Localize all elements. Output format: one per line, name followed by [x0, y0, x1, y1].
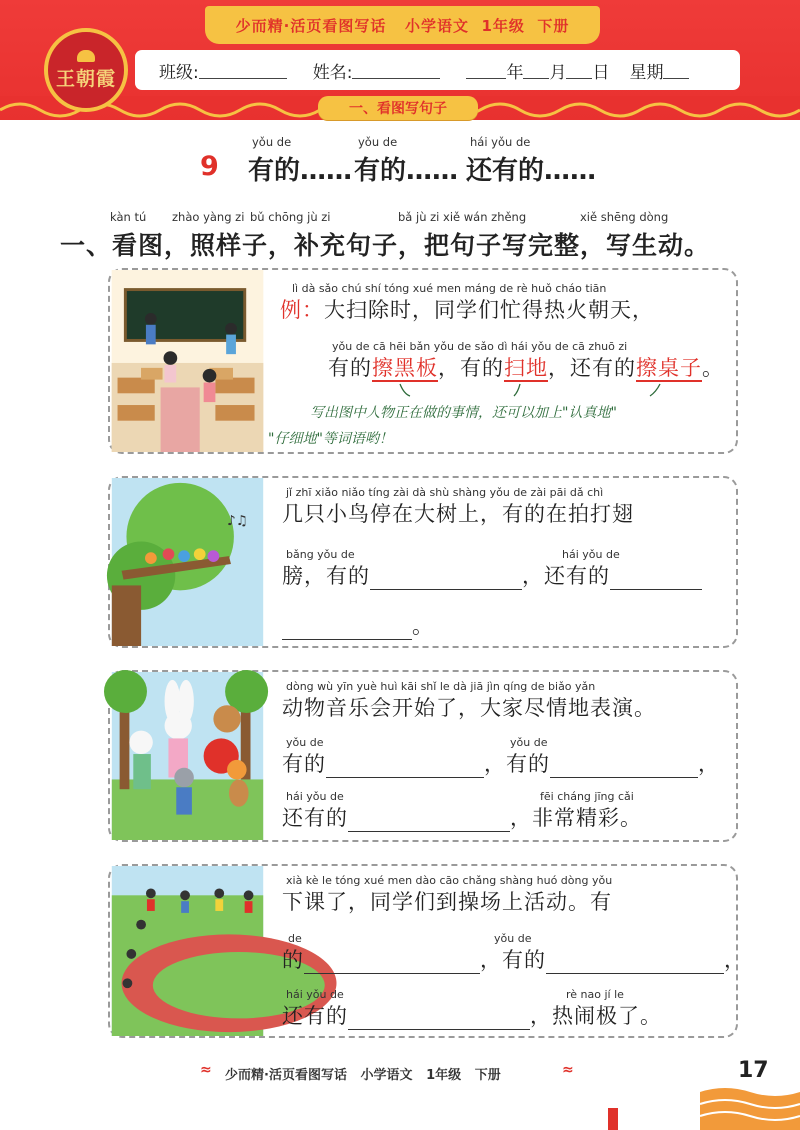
ex3-line3-pinyin-b: rè nao jí le: [566, 988, 624, 1001]
month-field[interactable]: [523, 61, 549, 79]
title-pinyin-3: hái yǒu de: [470, 135, 531, 149]
ex2-line2-pinyin-a: yǒu de: [286, 736, 324, 749]
series-title: 少而精·活页看图写话: [235, 16, 387, 35]
instr-pinyin-1: kàn tú: [110, 210, 147, 224]
bookmark-tab: [608, 1108, 618, 1130]
example-line1: [280, 294, 654, 324]
ex2-text-b: ，有的: [484, 752, 550, 776]
volume: 下册: [537, 16, 570, 35]
ex1-line2-pinyin-b: hái yǒu de: [562, 548, 620, 561]
ex3-line2: [282, 944, 746, 974]
ex3-blank-3[interactable]: [348, 1010, 530, 1030]
ex3-text-a: 的: [282, 948, 304, 972]
ex2-line2: [282, 748, 720, 778]
animal-concert-illustration: [110, 672, 265, 840]
ex3-text-c: 还有的: [282, 1004, 348, 1028]
section-banner: 一、看图写句子: [318, 96, 478, 120]
year-field[interactable]: [466, 61, 506, 79]
ex3-line2-pinyin-a: de: [288, 932, 302, 945]
ex-part-2: ，有的: [438, 356, 504, 380]
ex1-blank-2[interactable]: [610, 570, 702, 590]
ex2-text-c: 还有的: [282, 806, 348, 830]
ex2-comma: ，: [698, 752, 720, 776]
ex-part-1: 有的: [328, 356, 372, 380]
playground-illustration: [110, 866, 265, 1036]
ex-part-3: ，还有的: [548, 356, 636, 380]
ex1-line2-pinyin-a: bǎng yǒu de: [286, 548, 355, 561]
series-header-tab: [205, 6, 600, 44]
birds-tree-illustration: [110, 478, 265, 646]
ex2-line1: 动物音乐会开始了，大家尽情地表演。: [282, 696, 656, 720]
ex1-blank-1[interactable]: [370, 570, 522, 590]
ex1-text-a: 膀，有的: [282, 564, 370, 588]
day-label: 日: [592, 62, 610, 83]
example-line1-pinyin: lì dà sǎo chú shí tóng xué men máng de rè huǒ cháo tiān: [292, 282, 607, 295]
year-label: 年: [506, 62, 524, 83]
ex2-line2-pinyin-b: yǒu de: [510, 736, 548, 749]
ex2-blank-3[interactable]: [348, 812, 510, 832]
footer-text: 少而精·活页看图写话 小学语文 1年级 下册: [225, 1068, 501, 1083]
ex3-line3: [282, 1000, 662, 1030]
title-part-3: 还有的……: [466, 156, 597, 186]
exercise-box-birds: [108, 476, 738, 648]
ex3-line3-pinyin-a: hái yǒu de: [286, 988, 344, 1001]
hint-line-2: "仔细地"等词语哟！: [268, 431, 393, 447]
exercise-box-playground: [108, 864, 746, 1038]
ex1-text-b: ，还有的: [522, 564, 610, 588]
ex2-line3: [282, 802, 642, 832]
instr-pinyin-4: bǎ jù zi xiě wán zhěng: [398, 210, 527, 224]
example-box: [108, 268, 738, 454]
example-line2-pinyin: yǒu de cā hēi bǎn yǒu de sǎo dì hái yǒu de cā zhuō zi: [332, 340, 628, 353]
ex-answer-3: 擦桌子: [636, 356, 702, 380]
ex1-line1: 几只小鸟停在大树上，有的在拍打翅: [282, 502, 634, 526]
example-label: 例：: [280, 298, 324, 322]
crown-icon: [77, 50, 95, 62]
month-label: 月: [549, 62, 567, 83]
title-pinyin-2: yǒu de: [358, 135, 398, 149]
name-label: 姓名:: [312, 62, 353, 83]
ex3-comma: ，: [724, 948, 746, 972]
title-part-1: 有的……: [248, 156, 353, 186]
example-line2: [328, 352, 724, 382]
footer-corner-waves: [700, 1084, 800, 1130]
hint-line-1: 写出图中人物正在做的事情，还可以加上"认真地": [310, 405, 617, 421]
ex3-line2-pinyin-b: yǒu de: [494, 932, 532, 945]
ex2-blank-1[interactable]: [326, 758, 484, 778]
name-field[interactable]: [352, 61, 440, 79]
footer: [0, 1058, 800, 1088]
ex1-line1-pinyin: jǐ zhī xiǎo niǎo tíng zài dà shù shàng yǒu de zài pāi dǎ chì: [286, 486, 604, 499]
ex3-line1-pinyin: xià kè le tóng xué men dào cāo chǎng shàng huó dòng yǒu: [286, 874, 613, 887]
ex-answer-1: 擦黑板: [372, 356, 438, 380]
ex3-text-b: ，有的: [480, 948, 546, 972]
day-field[interactable]: [566, 61, 592, 79]
ex1-end: 。: [412, 614, 434, 638]
class-field[interactable]: [199, 61, 287, 79]
ex1-line3: [282, 610, 434, 640]
logo-text: 王朝霞: [55, 67, 116, 90]
ex2-line3-pinyin-a: hái yǒu de: [286, 790, 344, 803]
wave-right-icon: ≈: [562, 1062, 574, 1078]
ex3-line1: 下课了，同学们到操场上活动。有: [282, 890, 612, 914]
instr-pinyin-2: zhào yàng zi: [172, 210, 245, 224]
lesson-number: 9: [200, 151, 219, 182]
instr-pinyin-3: bǔ chōng jù zi: [250, 210, 331, 224]
weekday-field[interactable]: [663, 61, 689, 79]
page-number: 17: [738, 1058, 769, 1083]
ex1-blank-3[interactable]: [282, 620, 412, 640]
grade: 1年级: [481, 16, 525, 35]
title-part-2: 有的……: [354, 156, 459, 186]
subject: 小学语文: [405, 16, 470, 35]
brand-logo: [44, 28, 128, 112]
exercise-box-concert: [108, 670, 738, 842]
title-pinyin-1: yǒu de: [252, 135, 292, 149]
ex-answer-2: 扫地: [504, 356, 548, 380]
ex2-text-d: ，非常精彩。: [510, 806, 642, 830]
ex2-line1-pinyin: dòng wù yīn yuè huì kāi shǐ le dà jiā jìn qíng de biǎo yǎn: [286, 680, 596, 693]
example-sentence-1: 大扫除时，同学们忙得热火朝天，: [324, 298, 654, 322]
student-info-bar: [135, 50, 740, 90]
instr-pinyin-5: xiě shēng dòng: [580, 210, 669, 224]
ex-part-4: 。: [702, 356, 724, 380]
class-label: 班级:: [159, 62, 199, 83]
ex1-line2: [282, 560, 702, 590]
hint-arrows: [380, 382, 700, 402]
classroom-illustration: [110, 270, 265, 452]
ex2-line3-pinyin-b: fēi cháng jīng cǎi: [540, 790, 634, 803]
ex3-text-d: ，热闹极了。: [530, 1004, 662, 1028]
ex2-blank-2[interactable]: [550, 758, 698, 778]
ex3-blank-1[interactable]: [304, 954, 480, 974]
ex2-text-a: 有的: [282, 752, 326, 776]
svg-text:♪♫: ♪♫: [227, 512, 249, 529]
weekday-label: 星期: [629, 62, 664, 83]
instruction-text: 一、看图，照样子，补充句子，把句子写完整，写生动。: [60, 231, 711, 260]
wave-left-icon: ≈: [200, 1062, 212, 1078]
ex3-blank-2[interactable]: [546, 954, 724, 974]
